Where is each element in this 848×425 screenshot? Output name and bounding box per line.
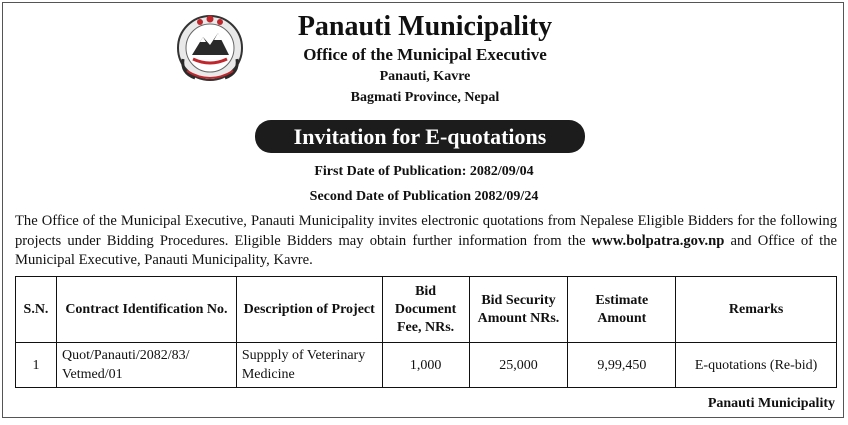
cell-contract-id: Quot/Panauti/2082/83/ Vetmed/01	[56, 343, 236, 388]
cell-remarks: E-quotations (Re-bid)	[676, 343, 837, 388]
bolpatra-link[interactable]: www.bolpatra.gov.np	[591, 232, 725, 249]
notice-title-banner: Invitation for E-quotations	[255, 120, 585, 153]
org-name: Panauti Municipality	[297, 11, 553, 42]
notice-page	[2, 2, 844, 418]
header-security: Bid Security Amount NRs.	[469, 277, 568, 343]
office-location: Panauti, Kavre	[379, 69, 471, 84]
second-publication-date: Second Date of Publication 2082/09/24	[309, 189, 539, 204]
header-description: Description of Project	[236, 277, 382, 343]
office-name: Office of the Municipal Executive	[303, 45, 547, 64]
header-contract-id: Contract Identification No.	[56, 277, 236, 343]
cell-fee: 1,000	[382, 343, 469, 388]
cell-sn: 1	[16, 343, 57, 388]
table-header-row	[16, 277, 837, 343]
intro-text-start: The Office of the Municipal Executive, Panauti Municipality invites electronic quotations from Nepalese Eligible Bidders for the following projects under Bidding Procedures. Eligible Bidders may obtain further information from the	[15, 213, 837, 249]
header-fee: Bid Document Fee, NRs.	[382, 277, 469, 343]
header-remarks: Remarks	[676, 277, 837, 343]
cell-description: Suppply of Veterinary Medicine	[236, 343, 382, 388]
office-province: Bagmati Province, Nepal	[350, 90, 500, 105]
municipality-emblem-icon	[173, 11, 247, 83]
intro-paragraph	[15, 212, 837, 271]
first-publication-date: First Date of Publication: 2082/09/04	[314, 164, 534, 179]
intro-text-end: and Office of the Municipal Executive, Panauti Municipality, Kavre.	[15, 232, 838, 268]
cell-estimate: 9,99,450	[568, 343, 676, 388]
signature-line: Panauti Municipality	[707, 396, 835, 411]
cell-security: 25,000	[469, 343, 568, 388]
header-sn: S.N.	[16, 277, 57, 343]
header-estimate: Estimate Amount	[568, 277, 676, 343]
table-row	[16, 343, 837, 388]
bid-table	[15, 276, 837, 388]
